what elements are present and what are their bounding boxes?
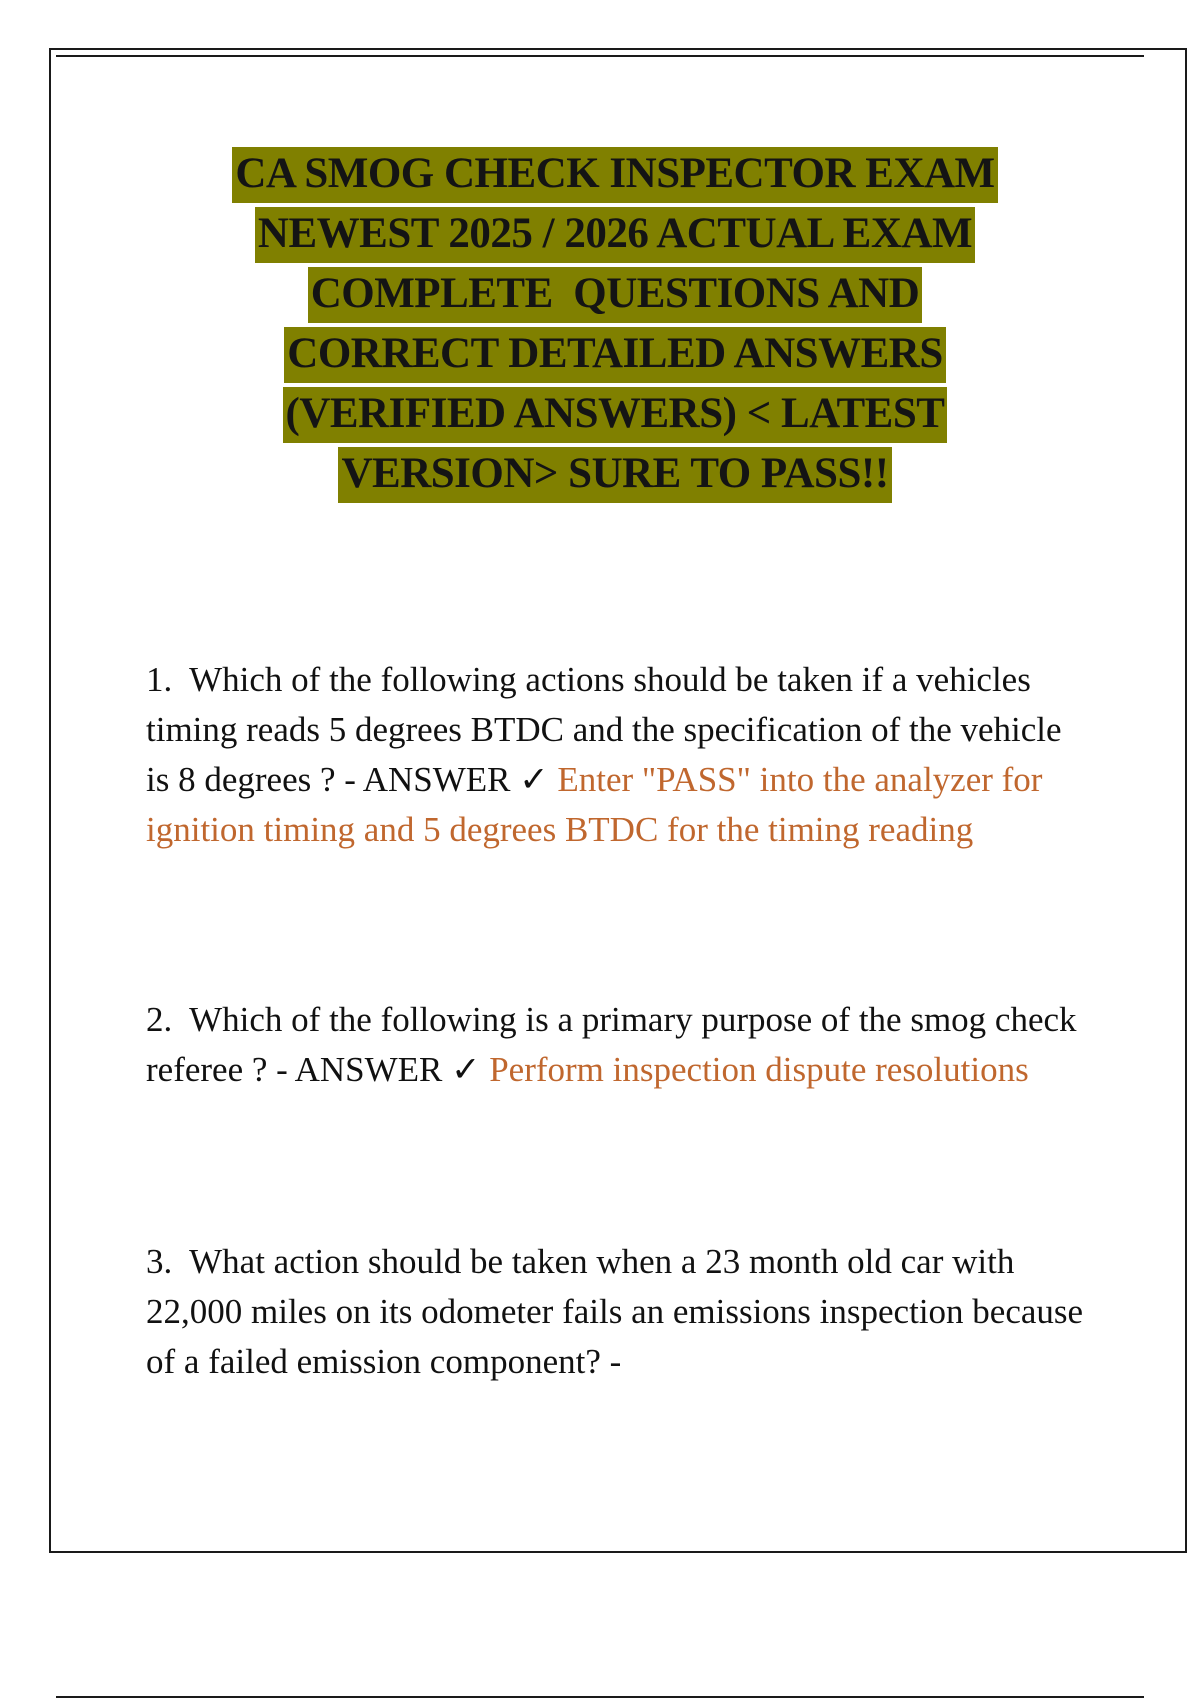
title-line <box>100 387 1130 447</box>
answer-text: Enter "PASS" into the analyzer for ignition timing and 5 degrees BTDC for the timing reading <box>146 760 1043 849</box>
question-text: Which of the following is a primary purpose of the smog check referee ? <box>146 1000 1077 1089</box>
title-line-text: (VERIFIED ANSWERS) < LATEST <box>283 387 948 443</box>
title-line-text: CORRECT DETAILED ANSWERS <box>284 327 945 383</box>
title-line-text: CA SMOG CHECK INSPECTOR EXAM <box>232 147 997 203</box>
answer-marker: - ANSWER <box>276 1050 443 1089</box>
bottom-rule <box>56 1696 1144 1698</box>
check-icon: ✓ <box>451 1050 481 1089</box>
title-line <box>100 327 1130 387</box>
title-line-text: COMPLETE QUESTIONS AND <box>308 267 923 323</box>
title-line <box>100 147 1130 207</box>
check-icon: ✓ <box>519 760 549 799</box>
question-3 <box>146 1237 1086 1387</box>
question-text: Which of the following actions should be taken if a vehicles timing reads 5 degrees BTDC and the specification of the vehicle is 8 degrees ? <box>146 660 1062 799</box>
title-line-text: VERSION> SURE TO PASS!! <box>338 447 891 503</box>
question-2 <box>146 995 1086 1095</box>
top-rule <box>56 55 1144 57</box>
question-1 <box>146 655 1086 855</box>
document-title <box>100 147 1130 507</box>
title-line <box>100 267 1130 327</box>
title-line-text: NEWEST 2025 / 2026 ACTUAL EXAM <box>255 207 975 263</box>
question-text: What action should be taken when a 23 month old car with 22,000 miles on its odometer fails an emissions inspection because of a failed emission component? - <box>146 1242 1084 1381</box>
answer-text: Perform inspection dispute resolutions <box>489 1050 1029 1089</box>
title-line <box>100 207 1130 267</box>
title-line <box>100 447 1130 507</box>
answer-marker: - ANSWER <box>344 760 511 799</box>
question-number: 1. <box>146 660 173 699</box>
question-number: 2. <box>146 1000 173 1039</box>
question-number: 3. <box>146 1242 173 1281</box>
